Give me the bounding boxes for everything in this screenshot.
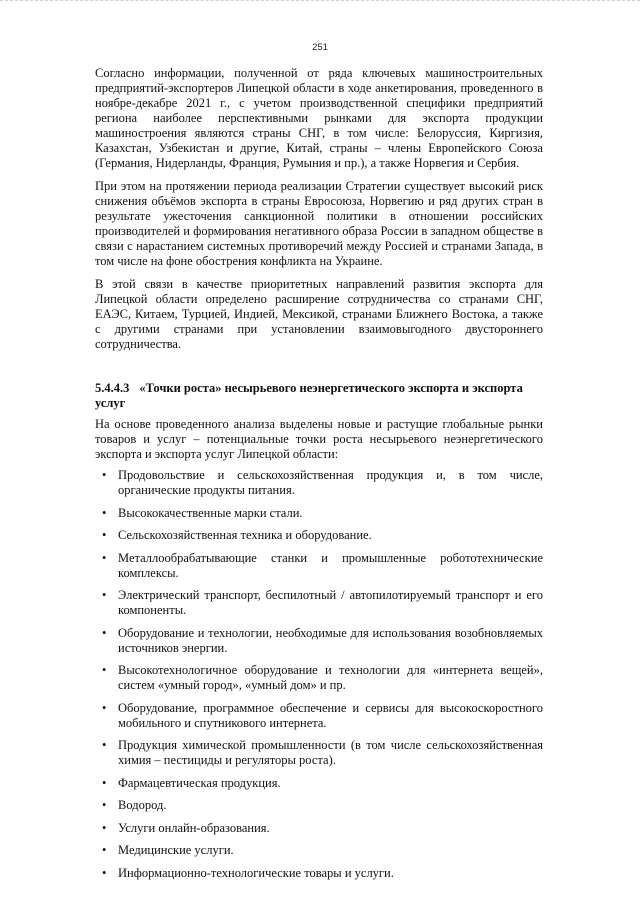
document-body: [95, 66, 543, 888]
list-item: [95, 528, 543, 543]
bullet-icon: •: [102, 625, 107, 640]
list-item-text: Высокотехнологичное оборудование и технологии для «интернета вещей», систем «умный город», «умный дом» и пр.: [118, 663, 543, 692]
paragraph-sanctions-risk: При этом на протяжении периода реализации Стратегии существует высокий риск снижения объёмов экспорта в страны Евросоюза, Норвегию и ряд других стран в результате ужесточения санкционной политики в отношении российских производителей и формирования негативного образа России в западном обществе в связи с нарастанием системных противоречий между Россией и странами Запада, в том числе на фоне обострения конфликта на Украине.: [95, 179, 543, 268]
list-item-text: Сельскохозяйственная техника и оборудование.: [118, 528, 372, 542]
bullet-icon: •: [102, 775, 107, 790]
list-item: [95, 798, 543, 813]
bullet-icon: •: [102, 843, 107, 857]
list-item: [95, 468, 543, 498]
section-title: «Точки роста» несырьевого неэнергетического экспорта и экспорта услуг: [95, 381, 523, 410]
list-item: [95, 776, 543, 791]
paragraph-export-markets: Согласно информации, полученной от ряда ключевых машиностроительных предприятий-экспортеров Липецкой области в ходе анкетирования, проведенного в ноябре-декабре 2021 г., с учетом производственной специфики предприятий региона наиболее перспективными рынками для экспорта продукции машиностроения являются страны СНГ, в том числе: Белоруссия, Киргизия, Казахстан, Узбекистан и другие, Китай, страны – члены Европейского Союза (Германия, Нидерланды, Франция, Румыния и пр.), а также Норвегия и Сербия.: [95, 66, 543, 170]
bullet-icon: •: [102, 468, 107, 482]
list-item: [95, 821, 543, 836]
list-item-text: Услуги онлайн-образования.: [118, 820, 270, 835]
list-item-text: Электрический транспорт, беспилотный / автопилотируемый транспорт и его компоненты.: [118, 588, 543, 617]
list-item-text: Металлообрабатывающие станки и промышленные робототехнические комплексы.: [118, 550, 543, 580]
bullet-icon: •: [102, 700, 107, 715]
list-item: [95, 588, 543, 618]
bullet-icon: •: [102, 588, 107, 602]
list-item: [95, 663, 543, 693]
list-item-text: Продукция химической промышленности (в том числе сельскохозяйственная химия – пестициды и регуляторы роста).: [118, 738, 543, 767]
list-item-text: Оборудование и технологии, необходимые для использования возобновляемых источников энергии.: [118, 625, 543, 655]
list-item: [95, 626, 543, 656]
list-item: [95, 866, 543, 881]
list-item-text: Фармацевтическая продукция.: [118, 775, 281, 790]
paragraph-priority-directions: В этой связи в качестве приоритетных направлений развития экспорта для Липецкой области определено расширение сотрудничества со странами СНГ, ЕАЭС, Китаем, Турцией, Индией, Мексикой, странами Ближнего Востока, а также с другими странами при установлении взаимовыгодного двустороннего сотрудничества.: [95, 277, 543, 351]
bullet-icon: •: [102, 550, 107, 565]
list-item-text: Информационно-технологические товары и услуги.: [118, 865, 394, 880]
bullet-icon: •: [102, 865, 107, 880]
list-item-text: Продовольствие и сельскохозяйственная продукция и, в том числе, органические продукты питания.: [118, 468, 543, 497]
section-intro: На основе проведенного анализа выделены новые и растущие глобальные рынки товаров и услуг – потенциальные точки роста несырьевого неэнергетического экспорта и экспорта услуг Липецкой области:: [95, 417, 543, 461]
list-item: [95, 551, 543, 581]
list-item: [95, 506, 543, 521]
list-item-text: Высококачественные марки стали.: [118, 505, 303, 520]
bullet-icon: •: [102, 528, 107, 542]
page-number: 251: [312, 42, 328, 53]
list-item: [95, 738, 543, 768]
growth-points-list: [95, 468, 543, 881]
list-item-text: Водород.: [118, 798, 167, 812]
list-item-text: Медицинские услуги.: [118, 843, 234, 857]
list-item: [95, 843, 543, 858]
bullet-icon: •: [102, 820, 107, 835]
page-top-border: [0, 0, 640, 1]
bullet-icon: •: [102, 798, 107, 812]
bullet-icon: •: [102, 663, 107, 677]
bullet-icon: •: [102, 505, 107, 520]
list-item: [95, 701, 543, 731]
section-heading: [95, 381, 543, 411]
section-number: 5.4.4.3: [95, 381, 130, 395]
list-item-text: Оборудование, программное обеспечение и сервисы для высокоскоростного мобильного и спутникового интернета.: [118, 700, 543, 730]
bullet-icon: •: [102, 738, 107, 752]
